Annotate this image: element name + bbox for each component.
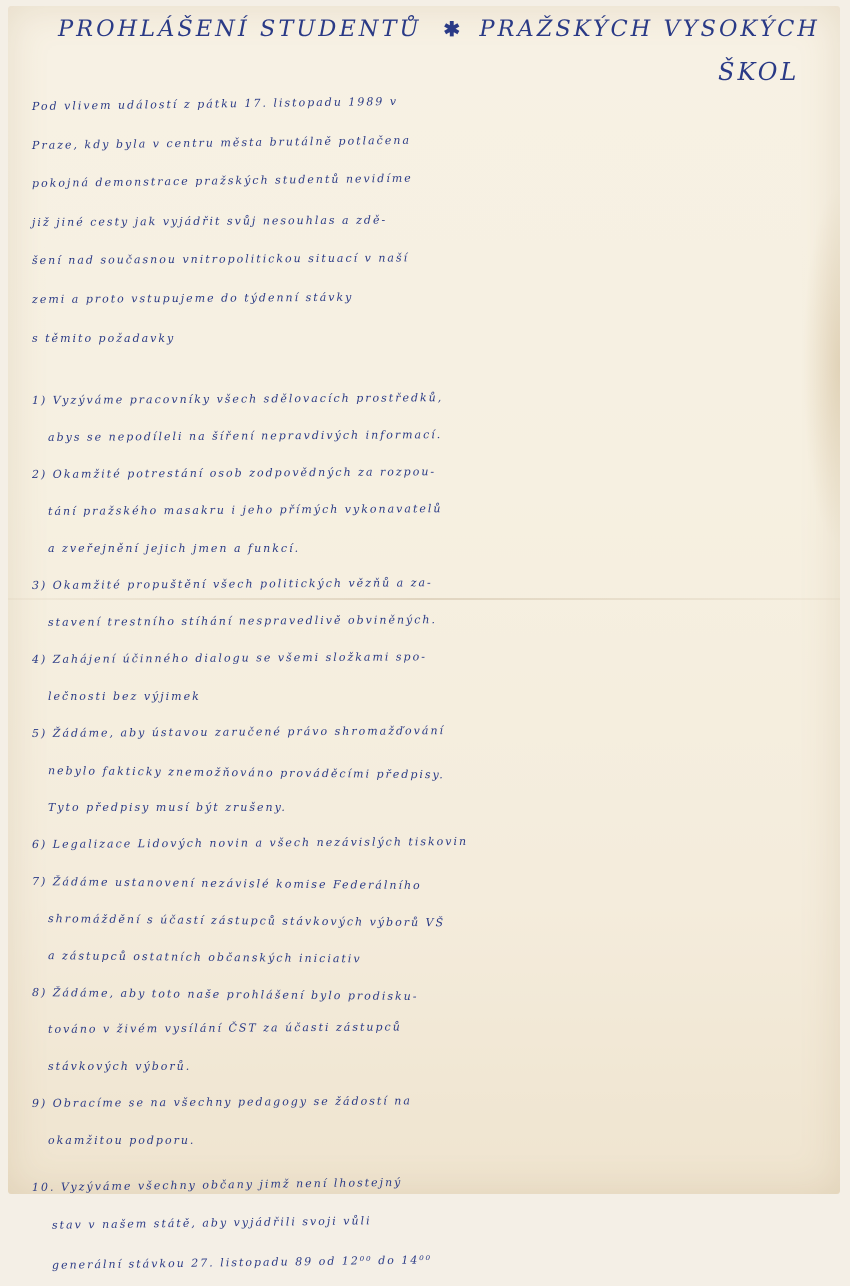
demand-line: generální stávkou 27. listopadu 89 od 12⁰⁰ do 14⁰⁰	[51, 1253, 433, 1272]
intro-line: šení nad současnou vnitropolitickou situací v naší	[31, 251, 410, 268]
document-body	[32, 88, 830, 1286]
demand-line: tání pražského masakru i jeho přímých vykonavatelů	[47, 502, 443, 519]
demand-line: 7) Žádáme ustanovení nezávislé komise Federálního	[31, 875, 422, 893]
demand-line: 3) Okamžité propuštění všech politických vězňů a za-	[31, 576, 433, 593]
intro-line: Pod vlivem událostí z pátku 17. listopadu 1989 v	[31, 94, 399, 113]
demand-line: stav v našem státě, aby vyjádřili svoji vůli	[51, 1214, 372, 1232]
demand-line: 1) Vyzýváme pracovníky všech sdělovacích prostředků,	[31, 391, 444, 408]
demand-line: továno v živém vysílání ČST za účasti zástupců	[47, 1020, 402, 1037]
demand-line: 2) Okamžité potrestání osob zodpovědných za rozpou-	[31, 465, 437, 482]
demand-line: 5) Žádáme, aby ústavou zaručené právo shromažďování	[31, 724, 446, 741]
title-part-1: PROHLÁŠENÍ STUDENTŮ	[58, 16, 422, 42]
document-title	[58, 16, 820, 42]
demand-line: 4) Zahájení účinného dialogu se všemi složkami spo-	[31, 650, 427, 667]
handwritten-document	[8, 6, 840, 1272]
demand-line: lečnosti bez výjimek	[48, 690, 201, 704]
demand-line: okamžitou podporu.	[48, 1134, 196, 1148]
demand-line: stavení trestního stíhání nespravedlivě obviněných.	[47, 613, 438, 630]
demand-line: abys se nepodíleli na šíření nepravdivých informací.	[47, 428, 443, 445]
intro-line: zemi a proto vstupujeme do týdenní stávky	[31, 290, 354, 306]
title-part-2: PRAŽSKÝCH VYSOKÝCH	[479, 16, 820, 42]
demand-line: shromáždění s účastí zástupců stávkových výborů VŠ	[47, 912, 446, 930]
demand-line: 6) Legalizace Lidových novin a všech nezávislých tiskovin	[31, 835, 469, 852]
document-title-line-2: ŠKOL	[718, 58, 800, 86]
demand-line: 10. Vyzýváme všechny občany jimž není lhostejný	[31, 1175, 403, 1195]
demand-line: stávkových výborů.	[48, 1060, 192, 1074]
title-mark-icon: ✱	[443, 17, 464, 41]
intro-line: Praze, kdy byla v centru města brutálně potlačena	[31, 133, 412, 152]
intro-line: již jiné cesty jak vyjádřit svůj nesouhlas a zdě-	[31, 213, 388, 229]
intro-line: s těmito požadavky	[32, 331, 176, 345]
intro-line: pokojná demonstrace pražských studentů nevidíme	[31, 171, 413, 191]
demand-line: nebylo fakticky znemožňováno prováděcími předpisy.	[47, 764, 445, 782]
demand-line: 8) Žádáme, aby toto naše prohlášení bylo prodisku-	[31, 986, 419, 1004]
demand-line: a zveřejnění jejich jmen a funkcí.	[48, 542, 301, 556]
demand-line: a zástupců ostatních občanských iniciativ	[47, 949, 362, 966]
demand-line: 9) Obracíme se na všechny pedagogy se žádostí na	[31, 1094, 412, 1111]
demand-line: Tyto předpisy musí být zrušeny.	[48, 801, 287, 815]
